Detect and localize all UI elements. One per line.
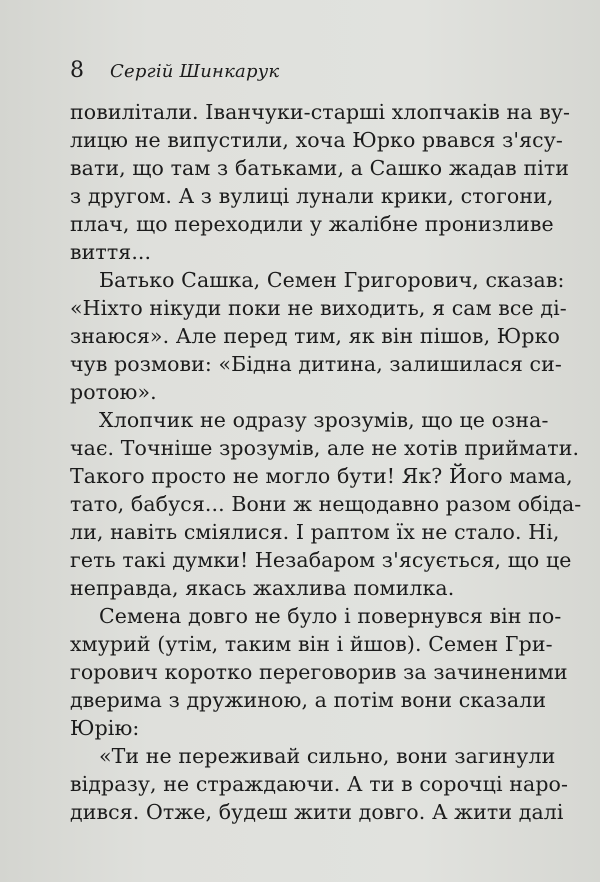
text-line: лицю не випустили, хоча Юрко рвався з'ясу-: [70, 128, 563, 152]
text-line: дверима з дружиною, а потім вони сказали: [70, 688, 547, 712]
text-line: тато, бабуся... Вони ж нещодавно разом обіда-: [70, 492, 582, 516]
text-line: «Ніхто нікуди поки не виходить, я сам все ді-: [70, 296, 567, 320]
text-line: виття...: [70, 240, 152, 264]
text-line: чув розмови: «Бідна дитина, залишилася си-: [70, 352, 562, 376]
text-line: ли, навіть сміялися. І раптом їх не стало. Ні,: [70, 520, 560, 544]
text-line: Такого просто не могло бути! Як? Його мама,: [70, 464, 573, 488]
text-line: ротою».: [70, 380, 157, 404]
text-line: Хлопчик не одразу зрозумів, що це озна-: [99, 408, 549, 432]
text-line: хмурий (утім, таким він і йшов). Семен Гри-: [70, 632, 553, 656]
body-text: [70, 98, 582, 826]
text-line: дився. Отже, будеш жити довго. А жити далі: [70, 800, 564, 824]
text-line: відразу, не страждаючи. А ти в сорочці наро-: [70, 772, 569, 796]
text-line: Семена довго не було і повернувся він по-: [99, 604, 562, 628]
text-line: чає. Точніше зрозумів, але не хотів приймати.: [70, 436, 580, 460]
text-line: повилітали. Іванчуки-старші хлопчаків на ву-: [70, 100, 571, 124]
text-line: неправда, якась жахлива помилка.: [70, 576, 455, 600]
page-number: 8: [70, 58, 84, 83]
text-line: Батько Сашка, Семен Григорович, сказав:: [99, 268, 565, 292]
text-line: вати, що там з батьками, а Сашко жадав піти: [70, 156, 570, 180]
text-line: знаюся». Але перед тим, як він пішов, Юрко: [70, 324, 560, 348]
text-line: Юрію:: [70, 716, 140, 740]
text-line: геть такі думки! Незабаром з'ясується, що це: [70, 548, 572, 572]
running-header: [70, 58, 279, 88]
text-line: плач, що переходили у жалібне пронизливе: [70, 212, 554, 236]
text-line: з другом. А з вулиці лунали крики, стогони,: [70, 184, 554, 208]
text-line: «Ти не переживай сильно, вони загинули: [99, 744, 556, 768]
author-name: Сергій Шинкарук: [110, 61, 280, 82]
text-line: горович коротко переговорив за зачиненими: [70, 660, 568, 684]
